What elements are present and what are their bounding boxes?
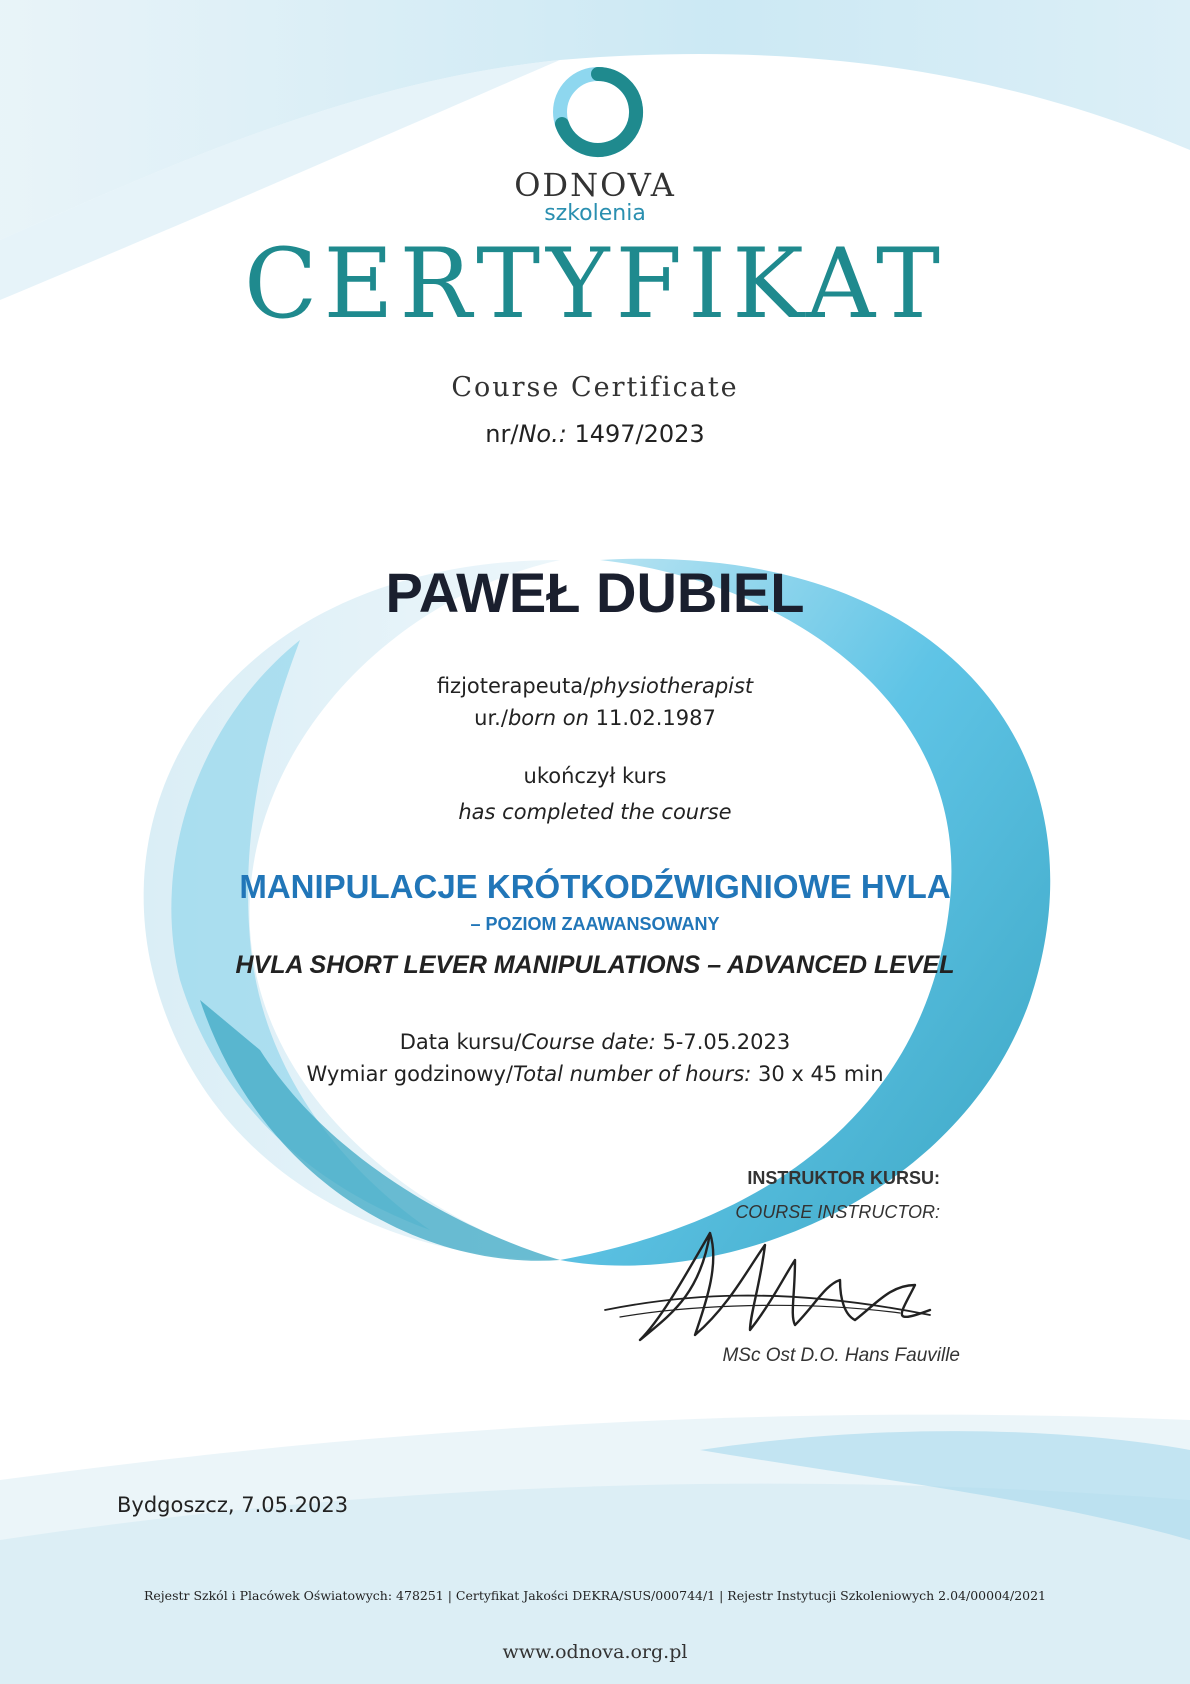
footer-registry: Rejestr Szkól i Placówek Oświatowych: 478251 | Certyfikat Jakości DEKRA/SUS/000744/1 | Rejestr Instytucji Szkoleniowych 2.04/00004/2021 [143,1588,1047,1603]
number-label: nr/ [485,420,519,448]
recipient-profession [0,674,1190,698]
born-date: 11.02.1987 [595,706,716,730]
course-hours-value: 30 x 45 min [758,1062,884,1086]
certificate-title: CERTYFIKAT [244,228,946,340]
born-label-en: born on [507,706,589,730]
instructor-name: MSc Ost D.O. Hans Fauville [722,1345,960,1366]
number-value: 1497/2023 [574,420,705,448]
instructor-label-en: COURSE INSTRUCTOR: [735,1202,940,1222]
completed-en: has completed the course [458,800,732,824]
logo-name: ODNOVA [514,166,676,204]
profession-pl: fizjoterapeuta/ [436,674,591,698]
completed-pl: ukończył kurs [523,764,667,788]
recipient-born [0,706,1190,730]
course-date-value: 5-7.05.2023 [662,1030,791,1054]
profession-en: physiotherapist [590,674,754,698]
course-level-pl: – POZIOM ZAAWANSOWANY [470,914,720,934]
course-date-label-en: Course date: [521,1030,656,1054]
footer-url[interactable]: www.odnova.org.pl [502,1641,688,1663]
place-and-date: Bydgoszcz, 7.05.2023 [117,1493,349,1517]
born-label-pl: ur./ [474,706,508,730]
course-name-pl: MANIPULACJE KRÓTKODŹWIGNIOWE HVLA [239,868,951,905]
logo-subtitle: szkolenia [544,201,646,226]
course-hours-label-pl: Wymiar godzinowy/ [306,1062,513,1086]
course-hours [0,1062,1190,1086]
odnova-logo-icon [548,62,648,162]
instructor-signature [600,1225,960,1355]
certificate-number [0,420,1190,448]
instructor-label-pl: INSTRUKTOR KURSU: [747,1168,940,1188]
course-date [0,1030,1190,1054]
certificate-subtitle: Course Certificate [451,372,739,403]
course-name-en: HVLA SHORT LEVER MANIPULATIONS – ADVANCED LEVEL [235,951,955,979]
course-hours-label-en: Total number of hours: [512,1062,752,1086]
recipient-name: PAWEŁ DUBIEL [385,561,805,624]
course-date-label-pl: Data kursu/ [399,1030,522,1054]
number-label-en: No.: [518,420,567,448]
